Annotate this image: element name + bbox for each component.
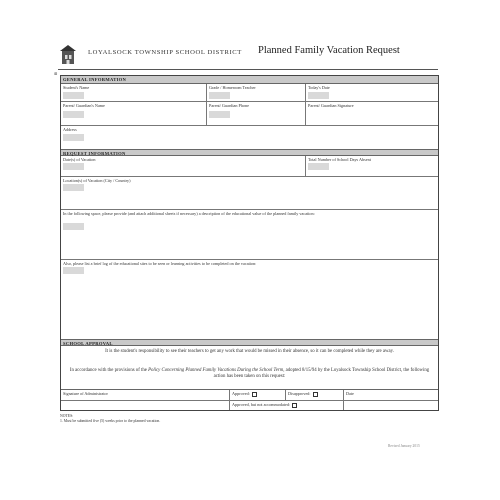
revision-footer: Revised January 2015 [388,444,420,448]
section-general-information: GENERAL INFORMATION [61,76,438,84]
locations-cell[interactable] [61,177,438,209]
parent-name-label: Parent/ Guardian's Name [63,103,105,108]
approved-not-accommodated-option: Approved, but not accommodated: [232,402,297,408]
approved-option: Approved: [232,391,257,397]
address-field[interactable] [63,134,84,141]
educational-value-label: In the following space, please provide (and attach additional sheets if necessary) a description of the educational value of the planned family vacation: [63,211,315,216]
notes-label: NOTES: [60,414,74,418]
disapproved-cell[interactable] [285,390,343,400]
row-student [61,84,438,101]
row-approval-2 [61,400,438,410]
admin-signature-label: Signature of Administrator [63,391,108,396]
district-name: LOYALSOCK TOWNSHIP SCHOOL DISTRICT [88,49,242,56]
student-name-cell[interactable] [61,84,206,101]
row-approval-1 [61,389,438,400]
grade-teacher-cell[interactable] [206,84,305,101]
grade-teacher-label: Grade / Homeroom Teacher [209,85,256,90]
parent-phone-label: Parent/ Guardian Phone [209,103,250,108]
disapproved-option: Disapproved: [288,391,318,397]
locations-field[interactable] [63,184,84,191]
admin-signature-cell[interactable] [61,390,229,400]
total-days-label: Total Number of School Days Absent [308,157,371,162]
row-locations [61,176,438,209]
activity-log-label: Also, please list a brief log of the educational sites to be seen or learning activities to be completed on the vacation: [63,261,257,266]
header-divider [58,69,438,70]
vacation-dates-cell[interactable] [61,156,305,176]
approved-label: Approved [232,391,249,396]
parent-name-cell[interactable] [61,102,206,125]
responsibility-text: It is the student's responsibility to see their teachers to get any work that would be missed in their absence, so it can be completed while they are away. [105,349,394,354]
approved-checkbox[interactable] [252,392,257,397]
row-activity-log [61,259,438,339]
row-dates [61,156,438,176]
policy-text-intro: In accordance with the provisions of the [69,368,147,373]
total-days-cell[interactable] [305,156,438,176]
disapproved-label: Disapproved [288,391,310,396]
vacation-dates-field[interactable] [63,163,84,170]
parent-name-field[interactable] [63,111,84,118]
approved-cell[interactable] [229,390,285,400]
educational-value-field[interactable] [63,223,84,230]
disapproved-checkbox[interactable] [313,392,318,397]
grade-teacher-field[interactable] [209,92,230,99]
todays-date-cell[interactable] [305,84,438,101]
row-address [61,125,438,149]
vacation-dates-label: Date(s) of Vacation [63,157,96,162]
locations-label: Location(s) of Vacation (City / Country) [63,178,131,183]
parent-signature-cell[interactable] [305,102,438,125]
section-request-information: REQUEST INFORMATION [61,149,438,156]
total-days-field[interactable] [308,163,329,170]
todays-date-label: Today's Date [308,85,330,90]
date-cell[interactable] [343,390,438,400]
address-cell[interactable] [61,126,438,149]
approved-not-accommodated-label: Approved, but not accommodated [232,402,289,407]
district-logo [58,44,78,66]
approved-not-accommodated-cell[interactable] [229,401,343,410]
policy-text-end: , adopted 8/15/94 by the Loyalsock Township School District, the following action has been taken on this request: [213,368,430,380]
parent-signature-label: Parent/ Guardian Signature [308,103,354,108]
admin-signature-cell-2[interactable] [61,401,229,410]
activity-log-field[interactable] [63,267,84,274]
move-handle-icon[interactable]: ⊞ [54,71,58,76]
vacation-request-form [60,75,439,411]
parent-phone-field[interactable] [209,111,230,118]
address-label: Address [63,127,77,132]
policy-title: Policy Concerning Planned Family Vacations During the School Term [148,368,284,373]
row-educational-value [61,209,438,259]
page-title: Planned Family Vacation Request [258,45,400,56]
activity-log-cell[interactable] [61,260,438,339]
date-label: Date [346,391,354,396]
student-name-label: Student's Name [63,85,90,90]
parent-phone-cell[interactable] [206,102,305,125]
section-school-approval: SCHOOL APPROVAL [61,339,438,346]
educational-value-cell[interactable] [61,210,438,259]
policy-text [67,368,432,380]
row-parent [61,101,438,125]
date-cell-2[interactable] [343,401,438,410]
notes-text: 1. Must be submitted five (5) weeks prior to the planned vacation. [60,419,161,423]
approved-not-accommodated-checkbox[interactable] [292,403,297,408]
student-name-field[interactable] [63,92,84,99]
todays-date-field[interactable] [308,92,329,99]
